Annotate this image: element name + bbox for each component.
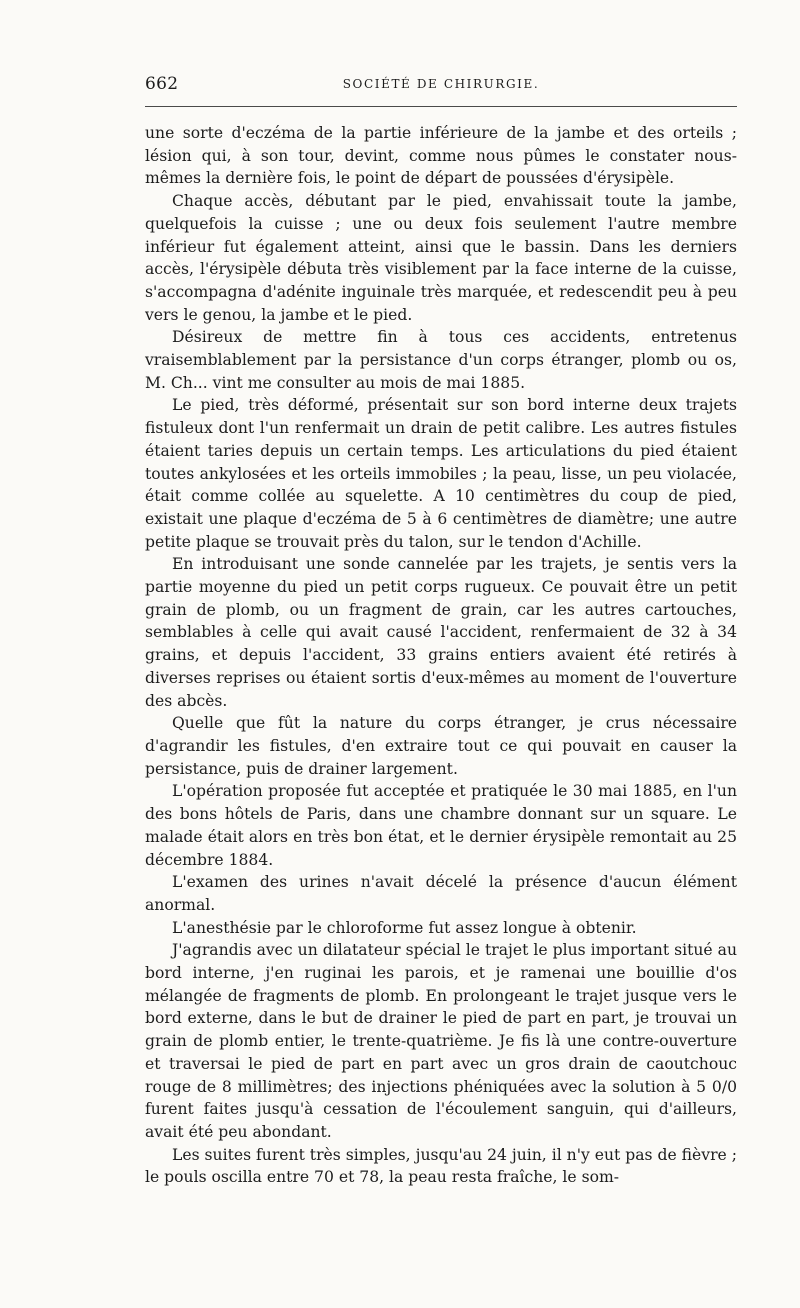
paragraph: une sorte d'eczéma de la partie inférieure de la jambe et des orteils ; lésion qui, à son tour, devint, comme nous pûmes le constater nous-mêmes la dernière fois, le point de départ de poussées d'érysipèle. xyxy=(145,124,737,188)
paragraph: Quelle que fût la nature du corps étranger, je crus nécessaire d'agrandir les fistules, d'en extraire tout ce qui pouvait en causer la persistance, puis de drainer largement. xyxy=(145,714,737,778)
page-header xyxy=(145,74,737,100)
paragraph: L'anesthésie par le chloroforme fut assez longue à obtenir. xyxy=(172,918,637,937)
paragraph: Les suites furent très simples, jusqu'au 24 juin, il n'y eut pas de fièvre ; le pouls oscilla entre 70 et 78, la peau resta fraîche, le som- xyxy=(145,1145,737,1187)
paragraph: Le pied, très déformé, présentait sur son bord interne deux trajets fistuleux dont l'un renfermait un drain de petit calibre. Les autres fistules étaient taries depuis un certain temps. Les articulations du pied étaient toutes ankylosées et les orteils immobiles ; la peau, lisse, un peu violacée, était comme collée au squelette. A 10 centimètres du coup de pied, existait une plaque d'eczéma de 5 à 6 centimètres de diamètre; une autre petite plaque se trouvait près du talon, sur le tendon d'Achille. xyxy=(145,396,737,551)
paragraph: L'examen des urines n'avait décelé la présence d'aucun élément anormal. xyxy=(145,873,737,914)
header-rule xyxy=(145,106,737,107)
page-number: 662 xyxy=(145,74,179,94)
paragraph: J'agrandis avec un dilatateur spécial le trajet le plus important situé au bord interne, j'en ruginai les parois, et je ramenai une bouillie d'os mélangée de fragments de plomb. En prolongeant le trajet jusque vers le bord externe, dans le but de drainer le pied de part en part, je trouvai un grain de plomb entier, le trente-quatrième. Je fis là une contre-ouverture et traversai le pied de part en part avec un gros drain de caoutchouc rouge de 8 millimètres; des injections phéniquées avec la solution à 5 0/0 furent faites jusqu'à cessation de l'écoulement sanguin, qui d'ailleurs, avait été peu abondant. xyxy=(145,941,737,1141)
paragraph: Chaque accès, débutant par le pied, envahissait toute la jambe, quelquefois la cuisse ; une ou deux fois seulement l'autre membre inférieur fut également atteint, ainsi que le bassin. Dans les derniers accès, l'érysipèle débuta très visiblement par la face interne de la cuisse, s'accompagna d'adénite inguinale très marquée, et redescendit peu à peu vers le genou, la jambe et le pied. xyxy=(145,192,737,324)
body-text xyxy=(145,122,737,1189)
paragraph: Désireux de mettre fin à tous ces accidents, entretenus vraisemblablement par la persistance d'un corps étranger, plomb ou os, M. Ch... vint me consulter au mois de mai 1885. xyxy=(145,328,737,392)
paragraph: L'opération proposée fut acceptée et pratiquée le 30 mai 1885, en l'un des bons hôtels de Paris, dans une chambre donnant sur un square. Le malade était alors en très bon état, et le dernier érysipèle remontait au 25 décembre 1884. xyxy=(145,782,737,869)
running-title: SOCIÉTÉ DE CHIRURGIE. xyxy=(342,77,540,91)
paragraph: En introduisant une sonde cannelée par les trajets, je sentis vers la partie moyenne du pied un petit corps rugueux. Ce pouvait être un petit grain de plomb, ou un fragment de grain, car les autres cartouches, semblables à celle qui avait causé l'accident, renfermaient de 32 à 34 grains, et depuis l'accident, 33 grains entiers avaient été retirés à diverses reprises ou étaient sortis d'eux-mêmes au moment de l'ouverture des abcès. xyxy=(145,555,737,710)
